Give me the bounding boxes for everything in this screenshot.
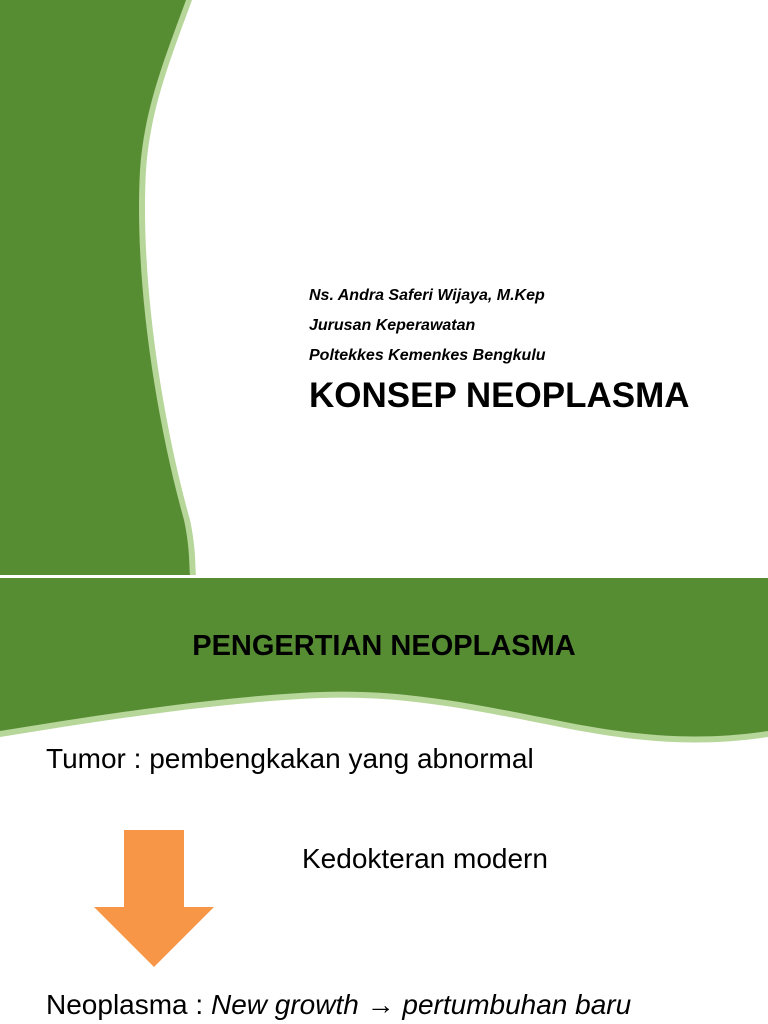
down-arrow-icon [93,830,215,970]
green-header-band [0,575,768,755]
author-info [309,281,546,371]
new-growth-term: New growth [210,989,359,1020]
modern-medicine-label: Kedokteran modern [302,843,548,874]
new-growth-meaning: pertumbuhan baru [402,989,632,1020]
section-title: PENGERTIAN NEOPLASMA [192,630,576,662]
content-slide [0,575,768,1024]
right-arrow-icon: → [366,989,395,1020]
neoplasma-prefix: Neoplasma : [46,989,211,1020]
slide-title: KONSEP NEOPLASMA [309,376,690,415]
institution-name: Poltekkes Kemenkes Bengkulu [309,347,546,364]
neoplasma-definition [46,989,631,1021]
department-name: Jurusan Keperawatan [309,317,476,334]
tumor-definition: Tumor : pembengkakan yang abnormal [46,743,534,774]
author-name: Ns. Andra Saferi Wijaya, M.Kep [309,287,545,304]
